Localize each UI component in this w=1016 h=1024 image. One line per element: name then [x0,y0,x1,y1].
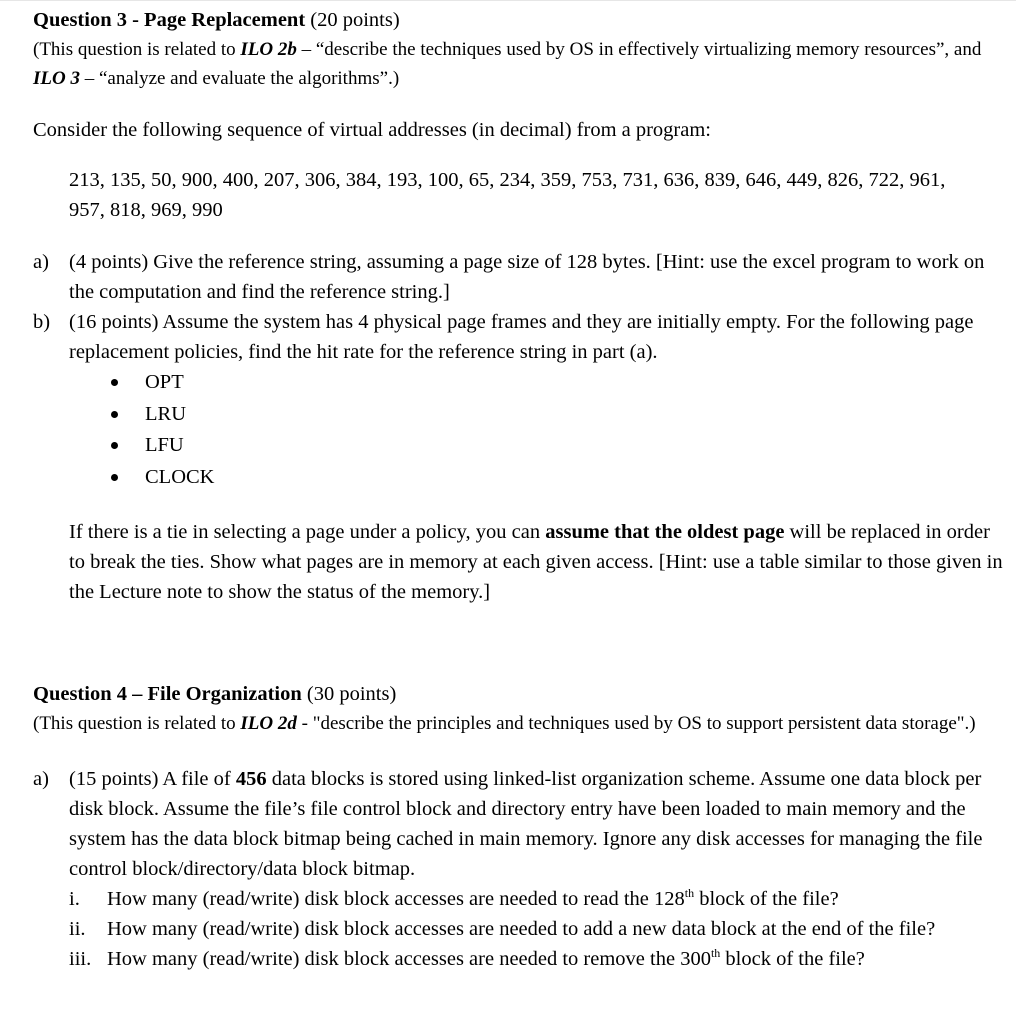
bullet-icon [111,442,118,449]
q4-sub-i-prefix: How many (read/write) disk block accesses are needed to read the 128 [107,888,685,910]
q3-tie-prefix: If there is a tie in selecting a page under a policy, you can [69,521,546,543]
q4-sub-list [33,884,1003,974]
q4-part-a [33,764,1003,884]
q3-note-prefix: (This question is related to [33,39,241,60]
q3-ilo-note [33,35,1003,93]
q3-policy-list [33,367,1003,493]
policy-opt: OPT [145,371,184,393]
q4-part-a-prefix: (15 points) A file of [69,768,236,790]
q4-ilo-note [33,709,1003,738]
q3-tie-suffix: will be replaced in order to break the ties. Show what pages are in memory at each given access. [Hint: use a table similar to those given in the Lecture note to show the status of the memory.] [69,521,1003,603]
q3-part-b [33,307,1003,367]
q4-sub-iii-suffix: block of the file? [720,948,865,970]
list-item [105,399,1003,431]
q4-sub-iii-sup: th [710,946,721,961]
q4-part-a-label: a) [33,768,49,790]
q4-sub-i-suffix: block of the file? [694,888,839,910]
bullet-icon [111,379,118,386]
q3-ilo-2b: ILO 2b [240,39,297,60]
document-page [33,5,1003,974]
q4-sub-iii-label: iii. [69,948,92,970]
q4-title [33,679,1003,709]
q3-tie-rule [33,517,1003,607]
q3-part-b-text: (16 points) Assume the system has 4 physical page frames and they are initially empty. For the following page replacement policies, find the hit rate for the reference string in part (a). [69,311,974,363]
bullet-icon [111,474,118,481]
q3-points: (20 points) [310,9,400,31]
q4-sub-ii-text: How many (read/write) disk block accesses are needed to add a new data block at the end of the file? [107,918,936,940]
policy-lfu: LFU [145,434,184,456]
q4-block-count: 456 [235,768,267,790]
q4-sub-ii [69,914,1003,944]
q4-note-suffix: - "describe the principles and techniques used by OS to support persistent data storage".) [296,713,976,734]
list-item [105,367,1003,399]
q3-ilo-3: ILO 3 [33,68,80,89]
bullet-icon [111,411,118,418]
q4-sub-iii [69,944,1003,974]
q3-address-sequence: 213, 135, 50, 900, 400, 207, 306, 384, 193, 100, 65, 234, 359, 753, 731, 636, 839, 646, 449, 826, 722, 961, 957, 818, 969, 990 [69,169,946,221]
q4-sub-ii-label: ii. [69,918,86,940]
q3-tie-bold: assume that the oldest page [545,521,785,543]
q3-title [33,5,1003,35]
q3-part-a-label: a) [33,251,49,273]
q3-note-suffix: – “analyze and evaluate the algorithms”.) [79,68,400,89]
policy-lru: LRU [145,402,186,425]
q3-note-mid: – “describe the techniques used by OS in effectively virtualizing memory resources”, and [296,39,982,60]
q4-sub-iii-prefix: How many (read/write) disk block accesses are needed to remove the 300 [107,948,711,970]
q4-sub-i-sup: th [684,886,695,901]
q3-intro: Consider the following sequence of virtual addresses (in decimal) from a program: [33,119,712,141]
q4-title-text: Question 4 – File Organization [33,683,302,705]
top-border [0,0,1016,1]
q4-ilo-2d: ILO 2d [240,713,297,734]
q4-part-a-suffix: data blocks is stored using linked-list organization scheme. Assume one data block per disk block. Assume the file’s file control block and directory entry have been loaded to main memory and the system has the data block bitmap being cached in main memory. Ignore any disk accesses for managing the file control block/directory/data block bitmap. [69,768,983,880]
q3-part-b-label: b) [33,311,51,333]
q4-sub-i [69,884,1003,914]
q4-sub-i-label: i. [69,888,80,910]
list-item [105,430,1003,462]
q4-points: (30 points) [306,683,397,705]
q3-part-a [33,247,1003,307]
q3-part-a-text: (4 points) Give the reference string, assuming a page size of 128 bytes. [Hint: use the excel program to work on the computation and find the reference string.] [69,251,985,303]
policy-clock: CLOCK [145,465,215,488]
q3-title-text: Question 3 - Page Replacement [33,9,306,31]
list-item [105,462,1003,494]
q4-note-prefix: (This question is related to [33,713,241,734]
